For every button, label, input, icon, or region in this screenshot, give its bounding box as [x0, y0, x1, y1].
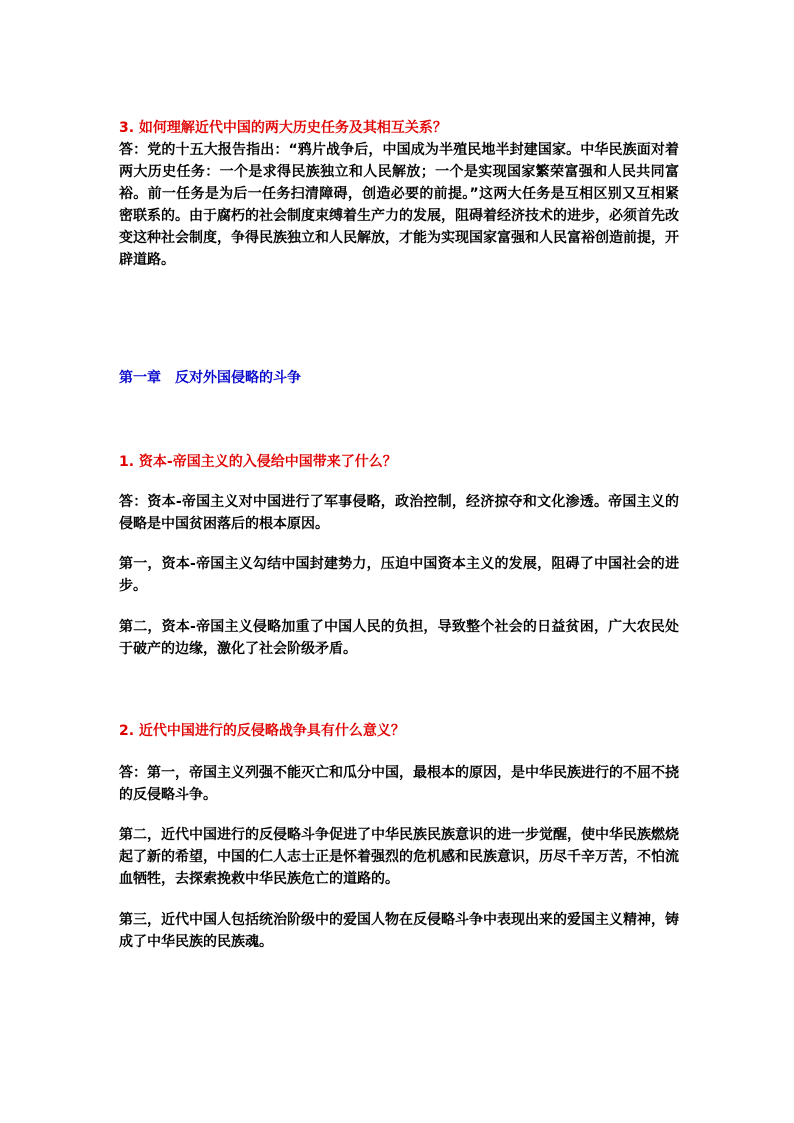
question-2-answer: 答：第一，帝国主义列强不能灭亡和瓜分中国，最根本的原因，是中华民族进行的不屈不挠的反侵略斗争。	[119, 765, 679, 803]
question-1-point-2: 第二，资本-帝国主义侵略加重了中国人民的负担，导致整个社会的日益贫困，广大农民处于破产的边缘，激化了社会阶级矛盾。	[119, 619, 679, 657]
question-1-point-2-block	[119, 616, 679, 660]
question-1-answer: 答：资本-帝国主义对中国进行了军事侵略，政治控制，经济掠夺和文化渗透。帝国主义的侵略是中国贫困落后的根本原因。	[119, 494, 679, 532]
question-3-heading: 3. 如何理解近代中国的两大历史任务及其相互关系？	[119, 120, 447, 136]
question-3-section	[119, 117, 679, 271]
question-1-answer-block	[119, 491, 679, 535]
chapter-section	[119, 367, 679, 389]
question-2-point-3: 第三，近代中国人包括统治阶级中的爱国人物在反侵略斗争中表现出来的爱国主义精神，铸成了中华民族的民族魂。	[119, 912, 679, 950]
question-2-section	[119, 720, 679, 742]
question-2-answer-block	[119, 762, 679, 806]
question-1-section	[119, 451, 679, 473]
question-2-heading: 2. 近代中国进行的反侵略战争具有什么意义？	[119, 723, 405, 739]
question-1-point-1-block	[119, 553, 679, 597]
question-2-point-3-block	[119, 909, 679, 953]
question-2-point-2: 第二，近代中国进行的反侵略斗争促进了中华民族民族意识的进一步觉醒，使中华民族燃烧起了新的希望，中国的仁人志士正是怀着强烈的危机感和民族意识，历尽千辛万苦，不怕流血牺牲，去探索挽救中华民族危亡的道路的。	[119, 827, 679, 887]
question-2-point-2-block	[119, 824, 679, 890]
chapter-title: 第一章 反对外国侵略的斗争	[119, 370, 301, 386]
question-3-answer: 答：党的十五大报告指出：“鸦片战争后，中国成为半殖民地半封建国家。中华民族面对着两大历史任务：一个是求得民族独立和人民解放；一个是实现国家繁荣富强和人民共同富裕。前一任务是为后一任务扫清障碍，创造必要的前提。”这两大任务是互相区别又互相紧密联系的。由于腐朽的社会制度束缚着生产力的发展，阻碍着经济技术的进步，必须首先改变这种社会制度，争得民族独立和人民解放，才能为实现国家富强和人民富裕创造前提，开辟道路。	[119, 142, 679, 268]
question-1-heading: 1. 资本-帝国主义的入侵给中国带来了什么？	[119, 454, 397, 470]
question-1-point-1: 第一，资本-帝国主义勾结中国封建势力，压迫中国资本主义的发展，阻碍了中国社会的进步。	[119, 556, 679, 594]
